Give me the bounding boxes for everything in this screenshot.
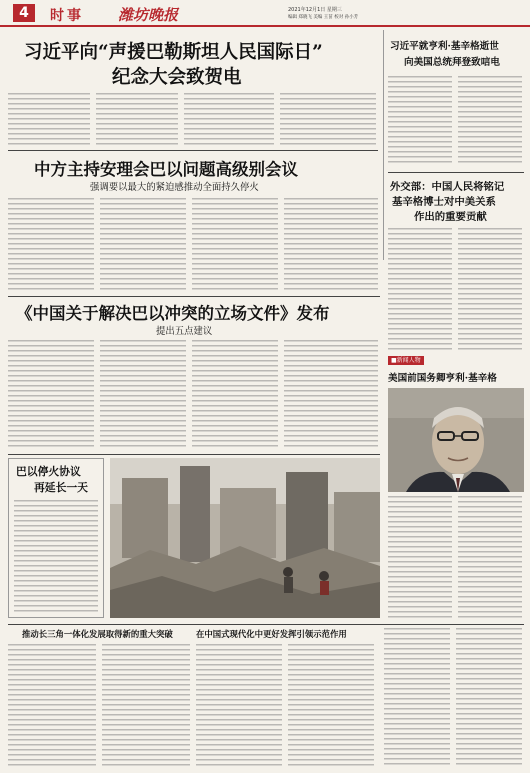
profile-headline: 美国前国务卿亨利·基辛格 [388,373,497,384]
lead-body-col-1 [8,93,90,145]
side-article-condolence [388,38,524,168]
bottom-far-col-1 [384,628,450,768]
meeting-body-col-3 [192,198,278,290]
page-number-box: 4 [13,4,35,22]
profile-article [388,356,524,622]
lead-body-col-3 [184,93,274,145]
divider [8,454,380,455]
ceasefire-headline-2: 再延长一天 [34,481,88,494]
section-name: 时事 [50,8,84,24]
profile-tag: ■新闻人物 [388,356,424,365]
bottom-left-col-2 [102,644,190,768]
bottom-left-col-1 [8,644,96,768]
position-headline: 《中国关于解决巴以冲突的立场文件》发布 [16,304,330,323]
side-headline-1: 习近平就亨利·基辛格逝世 [390,41,499,52]
masthead-rule [0,25,530,27]
profile-body-col-2 [458,496,522,620]
profile-body-col-1 [388,496,452,620]
side-body-col-1 [388,76,452,164]
bottom-right-col-2 [288,644,374,768]
column-divider [383,30,384,260]
divider [8,150,378,151]
bottom-article-far-right [384,628,524,770]
divider [388,172,524,173]
bottom-headline-left: 推动长三角一体化发展取得新的重大突破 [22,629,173,639]
masthead [0,0,530,26]
ceasefire-article [8,458,104,618]
lead-body-col-4 [280,93,376,145]
lead-headline-2: 纪念大会致贺电 [112,67,242,88]
lead-body-col-2 [96,93,178,145]
lead-headline-1: 习近平向“声援巴勒斯坦人民国际日” [24,42,323,63]
rubble-illustration [110,458,380,618]
position-body-col-3 [192,340,278,450]
kissinger-photo [388,388,524,492]
position-article [8,300,380,452]
diplomat-headline-2: 基辛格博士对中美关系 [392,196,496,208]
meeting-headline: 中方主持安理会巴以问题高级别会议 [34,160,298,179]
meeting-body-col-1 [8,198,94,290]
side-body-col-2 [458,76,522,164]
bottom-article-right [196,628,376,770]
paper-logo: 潍坊晚报 [118,6,179,24]
meeting-article [8,156,380,292]
gaza-photo [110,458,380,618]
bottom-headline-right: 在中国式现代化中更好发挥引领示范作用 [196,629,347,639]
editor-line: 编辑 郑晓飞 美编 王苗 校对 孙小芳 [288,15,359,20]
date-line: 2021年12月1日 星期三 [288,7,342,13]
meeting-subhead: 强调要以最大的紧迫感推动全面持久停火 [90,182,259,193]
bottom-right-col-1 [196,644,282,768]
diplomat-body-col-1 [388,228,452,352]
lead-article [8,36,378,146]
meeting-body-col-4 [284,198,378,290]
position-body-col-4 [284,340,378,450]
diplomat-body-col-2 [458,228,522,352]
side-headline-2: 向美国总统拜登致唁电 [404,57,500,68]
ceasefire-headline-1: 巴以停火协议 [16,465,81,478]
portrait-illustration [388,388,524,492]
meeting-body-col-2 [100,198,186,290]
position-subhead: 提出五点建议 [156,326,213,337]
bottom-far-col-2 [456,628,522,768]
position-body-col-2 [100,340,186,450]
divider [8,624,524,625]
position-body-col-1 [8,340,94,450]
diplomat-headline-3: 作出的重要贡献 [414,211,487,223]
divider [8,296,380,297]
ceasefire-body [14,500,98,614]
diplomat-headline-1: 外交部：中国人民将铭记 [390,181,505,193]
diplomat-article [388,178,524,354]
bottom-article-left [8,628,192,770]
